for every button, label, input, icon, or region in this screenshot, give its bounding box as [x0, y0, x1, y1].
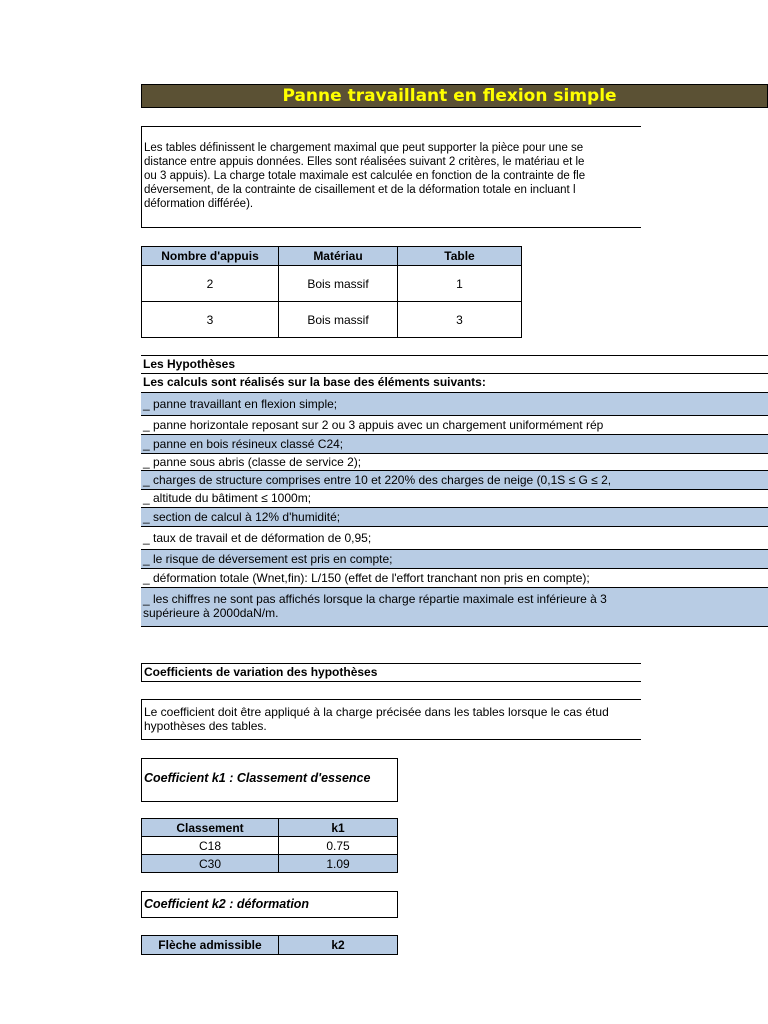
cell: 0.75 [279, 837, 398, 855]
table-row [142, 302, 522, 338]
cell: 3 [398, 302, 522, 338]
cell: 3 [142, 302, 279, 338]
cell: C18 [142, 837, 279, 855]
hypothesis-text: _ panne en bois résineux classé C24; [143, 437, 344, 451]
k1-table [141, 818, 398, 873]
coefficients-text-box [141, 699, 641, 740]
hypothesis-text: _ déformation totale (Wnet,fin): L/150 (effet de l'effort tranchant non pris en compte); [143, 571, 590, 585]
hypotheses-title-row [141, 355, 768, 373]
table-row [142, 855, 398, 873]
hypothesis-item [141, 415, 768, 434]
col-header-k1: k1 [279, 819, 398, 837]
hypothesis-text: _ le risque de déversement est pris en compte; [143, 552, 393, 566]
hypothesis-item [141, 568, 768, 587]
hypothesis-text: _ charges de structure comprises entre 10 et 220% des charges de neige (0,1S ≤ G ≤ 2, [143, 473, 612, 487]
hypothesis-item [141, 587, 768, 627]
coefficients-header-box [141, 663, 641, 682]
hypothesis-item [141, 470, 768, 489]
cell: 1.09 [279, 855, 398, 873]
table-row [142, 266, 522, 302]
cell: 2 [142, 266, 279, 302]
hypothesis-item [141, 526, 768, 549]
hypotheses-title: Les Hypothèses [143, 357, 236, 371]
col-header-materiau: Matériau [279, 247, 398, 266]
hypothesis-text: _ taux de travail et de déformation de 0,95; [143, 531, 372, 545]
hypothesis-text: _ section de calcul à 12% d'humidité; [143, 510, 341, 524]
hypothesis-item [141, 489, 768, 507]
intro-box [141, 126, 641, 228]
k2-title-box [141, 891, 398, 918]
page-title: Panne travaillant en flexion simple [282, 86, 617, 106]
hypothesis-text: _ les chiffres ne sont pas affichés lorsque la charge répartie maximale est inférieure à 3 supérieure à 2000daN/m. [143, 592, 607, 620]
col-header-k2: k2 [279, 936, 398, 955]
cell: 1 [398, 266, 522, 302]
hypotheses-subtitle: Les calculs sont réalisés sur la base des éléments suivants: [143, 375, 486, 389]
hypothesis-item [141, 434, 768, 453]
col-header-table: Table [398, 247, 522, 266]
hypothesis-text: _ altitude du bâtiment ≤ 1000m; [143, 491, 312, 505]
intro-text: Les tables définissent le chargement maximal que peut supporter la pièce pour une se distance entre appuis données. Elles sont réalisées suivant 2 critères, le matériau et le ou 3 appuis). La charge totale maximale est calculée en fonction de la contrainte de fle déversement, de la contrainte de cisaillement et de la déformation totale en incluant l déformation différée). [144, 142, 586, 210]
k1-title-box [141, 758, 398, 802]
hypothesis-item [141, 507, 768, 526]
hypothesis-item [141, 453, 768, 470]
coefficients-title: Coefficients de variation des hypothèses [144, 665, 378, 679]
hypothesis-text: _ panne horizontale reposant sur 2 ou 3 appuis avec un chargement uniformément rép [143, 418, 604, 432]
cell: C30 [142, 855, 279, 873]
k2-title: Coefficient k2 : déformation [144, 897, 310, 911]
k2-table [141, 935, 398, 955]
hypothesis-item [141, 392, 768, 415]
k1-title: Coefficient k1 : Classement d'essence [144, 771, 371, 785]
cell: Bois massif [279, 266, 398, 302]
table-row [142, 837, 398, 855]
col-header-classement: Classement [142, 819, 279, 837]
hypothesis-text: _ panne sous abris (classe de service 2); [143, 455, 362, 469]
title-bar [141, 84, 768, 108]
coefficients-text: Le coefficient doit être appliqué à la charge précisée dans les tables lorsque le cas étud hypothèses des tables. [144, 705, 609, 733]
hypotheses-subtitle-row [141, 373, 768, 392]
col-header-fleche: Flèche admissible [142, 936, 279, 955]
hypothesis-item [141, 549, 768, 568]
cell: Bois massif [279, 302, 398, 338]
tables-index [141, 246, 522, 338]
hypothesis-text: _ panne travaillant en flexion simple; [143, 397, 338, 411]
col-header-appuis: Nombre d'appuis [142, 247, 279, 266]
